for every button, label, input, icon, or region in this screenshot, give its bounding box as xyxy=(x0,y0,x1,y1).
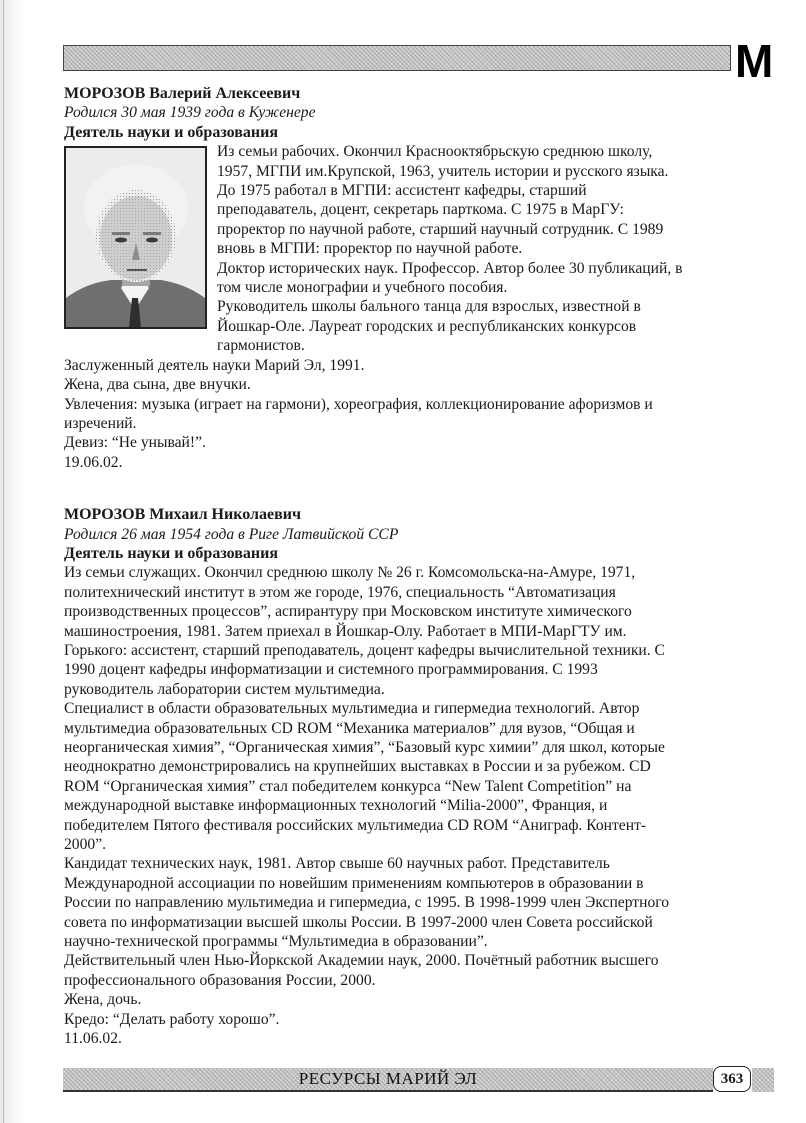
text-line: победителем Пятого фестиваля российских мультимедиа CD ROM “Аниграф. Контент- xyxy=(64,816,647,834)
person-role: Деятель науки и образования xyxy=(64,123,278,141)
photo-side-text xyxy=(217,142,788,355)
text-line: машиностроения, 1981. Затем приехал в Йошкар-Олу. Работает в МПИ-МарГТУ им. xyxy=(64,622,627,640)
text-line: преподаватель, доцент, секретарь парткома. С 1975 в МарГУ: xyxy=(217,201,625,219)
biography-entry xyxy=(64,84,788,472)
text-line: Горького: ассистент, старший преподаватель, доцент кафедры вычислительной техники. С xyxy=(64,641,665,659)
text-line: Из семьи рабочих. Окончил Краснооктябрьскую среднюю школу, xyxy=(217,143,653,161)
text-line: Увлечения: музыка (играет на гармони), хореография, коллекционирование афоризмов и xyxy=(64,395,653,413)
page-number: 363 xyxy=(713,1066,751,1092)
text-line: Кандидат технических наук, 1981. Автор свыше 60 научных работ. Представитель xyxy=(64,855,610,873)
text-line: том числе монографии и учебного пособия. xyxy=(217,279,508,297)
footer-band xyxy=(63,1068,713,1092)
footer-band-tail xyxy=(752,1068,774,1092)
text-line: Действительный член Нью-Йоркской Академии наук, 2000. Почётный работник высшего xyxy=(64,952,659,970)
text-line: Международной ассоциации по новейшим применениям компьютеров в образовании в xyxy=(64,874,644,892)
text-line: руководитель лаборатории систем мультимедиа. xyxy=(64,680,385,698)
motto: Девиз: “Не унывай!”. xyxy=(64,434,206,452)
text-line: До 1975 работал в МГПИ: ассистент кафедры, старший xyxy=(217,182,587,200)
text-line: неорганическая химия”, “Органическая химия”, “Базовый курс химии” для школ, которые xyxy=(64,739,665,756)
photo-block xyxy=(64,142,788,355)
text-line: ROM “Органическая химия” стал победителем конкурса “New Talent Competition” на xyxy=(64,777,632,795)
birth-info: Родился 26 мая 1954 года в Риге Латвийской ССР xyxy=(64,525,399,543)
person-name: МОРОЗОВ Валерий Алексеевич xyxy=(64,85,301,102)
entry-spacer xyxy=(64,472,788,505)
text-line: политехнический институт в этом же городе, 1976, специальность “Автоматизация xyxy=(64,583,616,601)
page-content xyxy=(64,84,788,1049)
page-edge-line xyxy=(3,0,4,1123)
text-line: Из семьи служащих. Окончил среднюю школу № 26 г. Комсомольска-на-Амуре, 1971, xyxy=(64,564,636,582)
text-line: Руководитель школы бального танца для взрослых, известной в xyxy=(217,298,641,316)
entry-date: 11.06.02. xyxy=(64,1030,122,1048)
birth-info: Родился 30 мая 1939 года в Куженере xyxy=(64,104,316,122)
biography-entry xyxy=(64,505,788,1048)
text-line: Специалист в области образовательных мультимедиа и гипермедиа технологий. Автор xyxy=(64,700,640,718)
person-name: МОРОЗОВ Михаил Николаевич xyxy=(64,506,301,524)
text-line: России по направлению мультимедиа и гипермедиа, с 1995. В 1998-1999 член Экспертного xyxy=(64,894,670,912)
text-line: международной выставке информационных технологий “Milia-2000”, Франция, и xyxy=(64,797,608,815)
section-letter: М xyxy=(735,35,774,87)
text-line: мультимедиа образовательных CD ROM “Механика материалов” для вузов, “Общая и xyxy=(64,719,635,737)
footer-title: РЕСУРСЫ МАРИЙ ЭЛ xyxy=(295,1069,481,1089)
text-line: 2000”. xyxy=(64,836,107,854)
text-line: совета по информатизации высшей школы России. В 1997-2000 член Совета российской xyxy=(64,913,653,931)
text-line: производственных процессов”, аспирантуру при Московском институте химического xyxy=(64,603,632,621)
text-line: гармонистов. xyxy=(217,337,305,355)
text-line: Жена, дочь. xyxy=(64,991,142,1009)
motto: Кредо: “Делать работу хорошо”. xyxy=(64,1010,280,1028)
portrait-photo xyxy=(64,146,207,329)
text-line: вновь в МГПИ: проректор по научной работе. xyxy=(217,240,523,258)
text-line: 1990 доцент кафедры информатизации и системного программирования. С 1993 xyxy=(64,661,598,679)
text-line: Жена, два сына, две внучки. xyxy=(64,376,251,394)
text-line: Йошкар-Оле. Лауреат городских и республиканских конкурсов xyxy=(217,317,637,335)
text-line: проректор по научной работе, старший научный сотрудник. С 1989 xyxy=(217,220,664,238)
text-line: изречений. xyxy=(64,414,137,432)
person-role: Деятель науки и образования xyxy=(64,544,278,562)
header-band xyxy=(63,45,731,71)
text-line: профессионального образования России, 2000. xyxy=(64,971,376,989)
text-line: Заслуженный деятель науки Марий Эл, 1991. xyxy=(64,356,365,374)
text-line: 1957, МГПИ им.Крупской, 1963, учитель истории и русского языка. xyxy=(217,162,669,180)
text-line: неоднократно демонстрировались на крупнейших выставках в России и за рубежом. CD xyxy=(64,758,651,776)
entry-date: 19.06.02. xyxy=(64,453,123,471)
text-line: научно-технической программы “Мультимедиа в образовании”. xyxy=(64,933,488,951)
portrait-icon xyxy=(66,148,205,327)
text-line: Доктор исторических наук. Профессор. Автор более 30 публикаций, в xyxy=(217,259,683,277)
